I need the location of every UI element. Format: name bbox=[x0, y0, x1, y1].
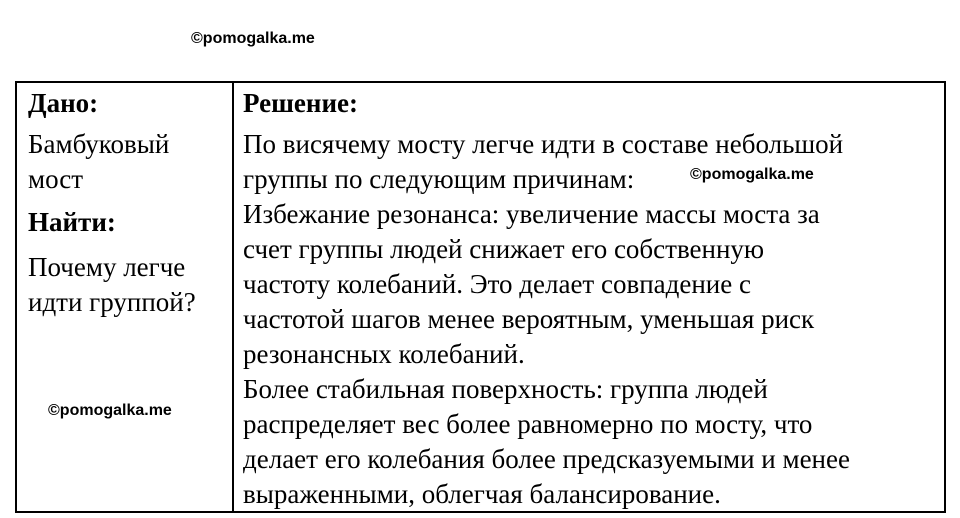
solution-heading: Решение: bbox=[243, 88, 358, 118]
solution-reason-resonance: Избежание резонанса: увеличение массы моста за счет группы людей снижает его собственную частоту колебаний. Это делает совпадение с частотой шагов менее вероятным, уменьшая риск резонансных колебаний. bbox=[243, 199, 820, 369]
given-heading: Дано: bbox=[28, 88, 99, 118]
find-text: Почему легче идти группой? bbox=[28, 252, 196, 317]
watermark-top: ©pomogalka.me bbox=[191, 30, 315, 47]
find-heading: Найти: bbox=[28, 207, 116, 237]
given-column bbox=[28, 86, 228, 320]
given-text: Бамбуковый мост bbox=[28, 129, 170, 194]
watermark-middle: ©pomogalka.me bbox=[690, 166, 814, 183]
solution-reason-stability: Более стабильная поверхность: группа людей распределяет вес более равномерно по мосту, что делает его колебания более предсказуемыми и менее выраженными, облегчая балансирование. bbox=[243, 374, 850, 509]
solution-column bbox=[243, 86, 943, 512]
solution-intro: По висячему мосту легче идти в составе небольшой группы по следующим причинам: bbox=[243, 129, 844, 194]
watermark-left: ©pomogalka.me bbox=[48, 402, 172, 419]
column-divider bbox=[232, 81, 234, 513]
